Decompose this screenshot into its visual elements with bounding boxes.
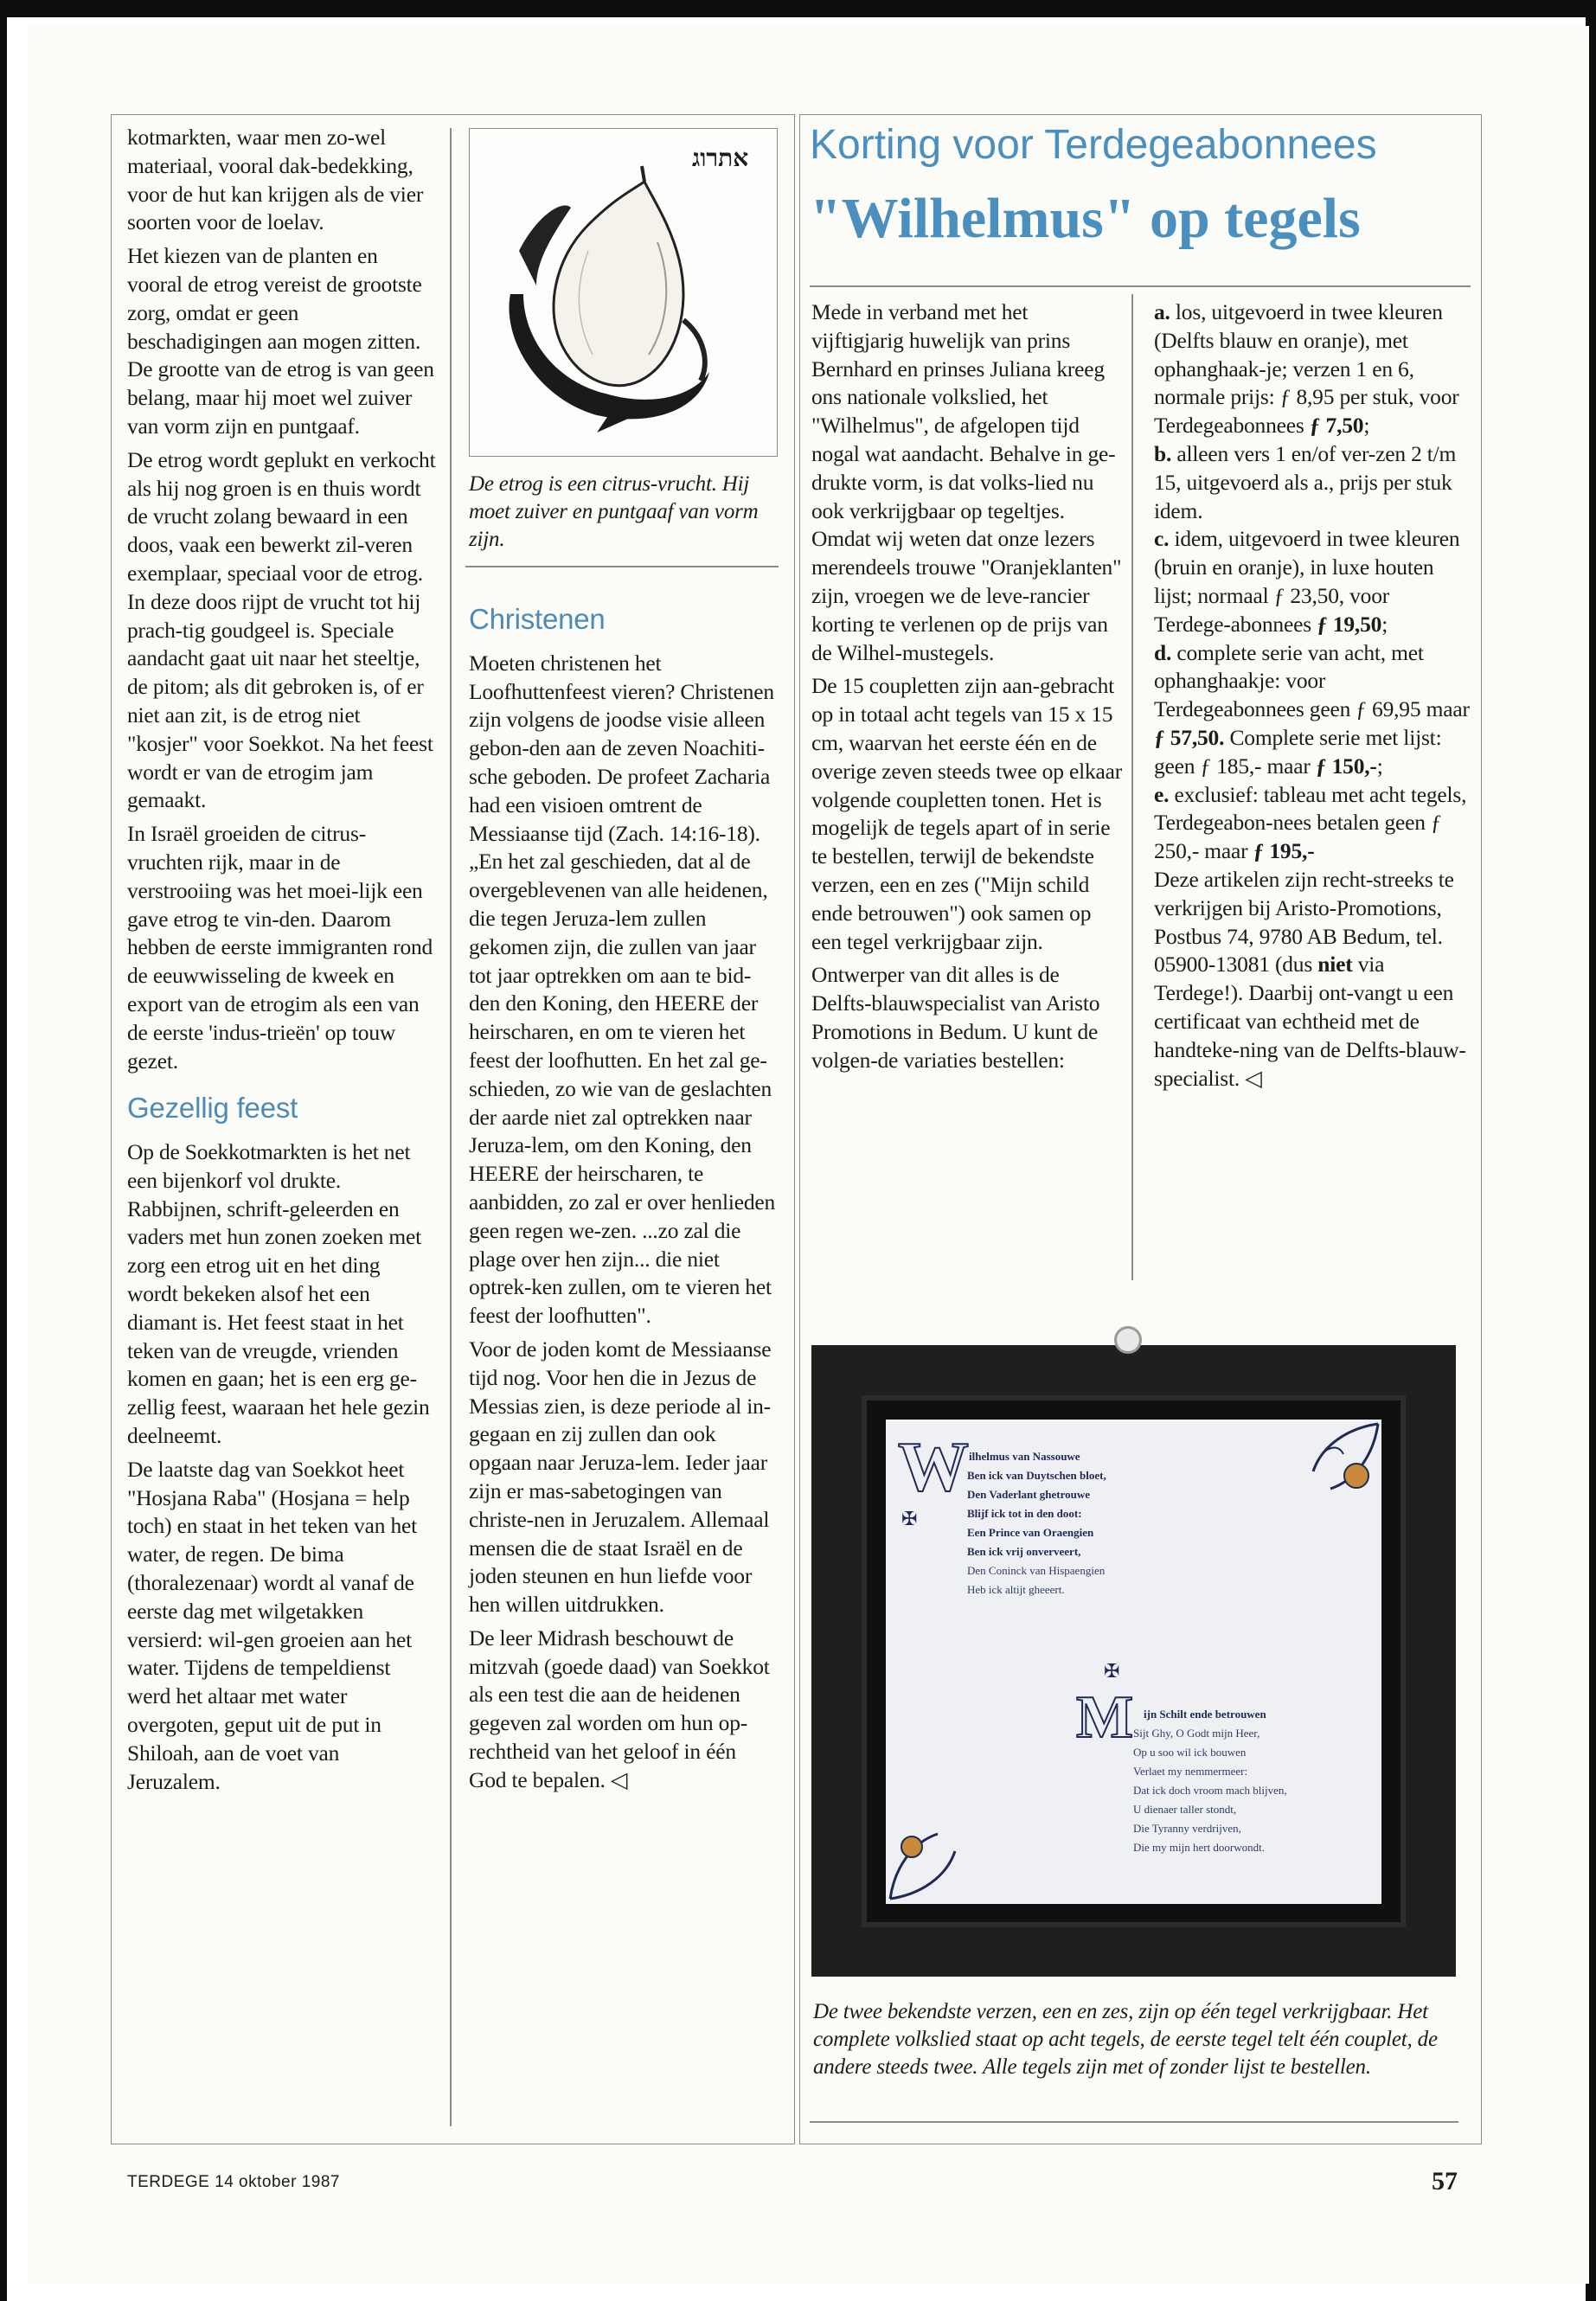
page-number: 57 — [1432, 2167, 1458, 2195]
verse-line: ilhelmus van Nassouwe — [969, 1450, 1080, 1463]
hanging-hook — [1114, 1326, 1142, 1354]
paragraph: De leer Midrash beschouwt de mitzvah (goede daad) van Soekkot als een test die aan de heidenen gegeven zal worden om hun op-rechtheid van het geloof in één God te bepalen. ◁ — [469, 1625, 770, 1792]
ornament-icon: ✠ — [901, 1508, 918, 1529]
paragraph: Moeten christenen het Loofhuttenfeest vieren? Christenen zijn volgens de joodse visie alleen gebon-den aan de zeven Noachiti-sche geboden. De profeet Zacharia had een visioen omtrent de Messiaanse tijd (Zach. 14:16-18). „En het zal geschieden, dat al de overgeblevenen van alle heidenen, die tegen Jeruza-lem zullen gekomen zijn, die zullen van jaar tot jaar optrekken om aan te bid-den den Koning, den HEERE der heirscharen, en om te vieren het feest der loofhutten. En het zal ge-schieden, zo wie van de geslachten der aarde niet zal optrekken naar Jeruza-lem, om den Koning, den HEERE der heirscharen, te aanbidden, zo zal er over henlieden geen regen we-zen. ...zo zal die plage over hen zijn... die niet optrek-ken zullen, om te vieren het feest der loofhutten". — [469, 650, 776, 1329]
footer-magazine — [127, 2173, 340, 2192]
verse-line: Heb ick altijt gheeert. — [967, 1583, 1065, 1596]
caption-divider — [810, 2121, 1458, 2123]
option-b: b. alleen vers 1 en/of ver-zen 2 t/m 15, uitgevoerd als a., prijs per stuk idem. — [1154, 440, 1457, 523]
ordering-info: Deze artikelen zijn recht-streeks te verkrijgen bij Aristo-Promotions, Postbus 74, 9780 AB Bedum, tel. 05900-13081 (dus niet via Terdege!). Daarbij ont-vangt u een certificaat van echtheid met de handteke-ning van de Delfts-blauw-specialist. ◁ — [1154, 866, 1466, 1091]
verse-line: ijn Schilt ende betrouwen — [1144, 1708, 1266, 1721]
verse-line: Den Vaderlant ghetrouwe — [967, 1488, 1091, 1501]
subhead-gezellig-feest: Gezellig feest — [127, 1092, 298, 1125]
verse-line: Verlaet my nemmermeer: — [1133, 1765, 1248, 1778]
verse-line: U dienaer taller stondt, — [1133, 1803, 1237, 1816]
paragraph: Voor de joden komt de Messiaanse tijd nog. Voor hen die in Jezus de Messias zien, is deze periode al in-gegaan en zij zullen dan ook opgaan naar Jeruza-lem. Ieder jaar zijn er mas-sabetogingen van christe-nen in Jeruzalem. Allemaal mensen die de staat Israël en de joden steunen en hun liefde voor hen willen uitdrukken. — [469, 1336, 772, 1618]
verse-line: Ben ick vrij onverveert, — [967, 1545, 1081, 1558]
initial-m: M — [1076, 1684, 1134, 1751]
verse-line: Die my mijn hert doorwondt. — [1133, 1841, 1266, 1854]
left-column-2 — [469, 571, 778, 1795]
caption-divider — [465, 566, 779, 567]
option-c: c. idem, uitgevoerd in twee kleuren (bruin en oranje), in luxe houten lijst; normaal ƒ 23,50, voor Terdege-abonnees ƒ 19,50; — [1154, 526, 1460, 637]
right-column-2 — [1154, 298, 1471, 1093]
verse-line: Dat ick doch vroom mach blijven, — [1133, 1784, 1287, 1797]
option-e: e. exclusief: tableau met acht tegels, Terdegeabon-nees betalen geen ƒ 250,- maar ƒ 195,- — [1154, 781, 1467, 864]
verse-line: Een Prince van Oraengien — [967, 1526, 1094, 1539]
scan-border-top — [0, 0, 1596, 17]
verse-line: Sijt Ghy, O Godt mijn Heer, — [1133, 1727, 1260, 1740]
paragraph: De etrog wordt geplukt en verkocht als hij nog groen is en thuis wordt de vrucht zolang bewaard in een doos, vaak een bewerkt zil-veren exemplaar, speciaal voor de etrog. In deze doos rijpt de vrucht tot hij prach-tig goudgeel is. Speciale aandacht gaat uit naar het steeltje, de pitom; als dit gebroken is, of er niet aan zit, is de etrog niet "kosjer" voor Soekkot. Na het feest wordt er van de etrogim jam gemaakt. — [127, 446, 436, 813]
verse-line: Die Tyranny verdrijven, — [1133, 1822, 1241, 1835]
option-d: d. complete serie van acht, met ophanghaakje: voor Terdegeabonnees geen ƒ 69,95 maar ƒ 57,50. Complete serie met lijst: geen ƒ 185,- maar ƒ 150,-; — [1154, 639, 1470, 779]
kicker-title: Korting voor Terdegeabonnees — [810, 122, 1377, 168]
paragraph: Het kiezen van de planten en vooral de etrog vereist de grootste zorg, omdat er geen beschadigingen aan mogen zitten. De grootte van de etrog is van geen belang, maar hij moet wel zuiver van vorm zijn en puntgaaf. — [127, 243, 434, 439]
verse-line: Op u soo wil ick bouwen — [1133, 1746, 1247, 1759]
paragraph: De 15 coupletten zijn aan-gebracht op in totaal acht tegels van 15 x 15 cm, waarvan het eerste één en de overige zeven steeds twee op elkaar volgende coupletten tonen. Het is mogelijk de tegels apart of in serie te bestellen, terwijl de bekendste verzen, een en zes ("Mijn schild ende betrouwen") ook samen op een tegel verkrijgbaar zijn. — [811, 673, 1123, 954]
verse-line: Den Coninck van Hispaengien — [967, 1564, 1106, 1577]
left-column-divider — [450, 128, 452, 2126]
ornament-icon: ✠ — [1104, 1660, 1120, 1682]
verse-line: Blijf ick tot in den doot: — [967, 1507, 1082, 1520]
right-column-1 — [811, 298, 1123, 1075]
paragraph: kotmarkten, waar men zo-wel materiaal, vooral dak-bedekking, voor de hut kan krijgen als de vier soorten voor de loelav. — [127, 125, 424, 235]
option-a: a. los, uitgevoerd in twee kleuren (Delfts blauw en oranje), met ophanghaak-je; verzen 1 en 6, normale prijs: ƒ 8,95 per stuk, voor Terdegeabonnees ƒ 7,50; — [1154, 299, 1459, 439]
magazine-name: TERDEGE — [127, 2173, 210, 2191]
verse-line: Ben ick van Duytschen bloet, — [967, 1469, 1106, 1482]
paragraph: Mede in verband met het vijftigjarig huwelijk van prins Bernhard en prinses Juliana kreeg ons nationale volkslied, het "Wilhelmus", de afgelopen tijd nogal wat aandacht. Behalve in ge-drukte vorm, is dat volks-lied nu ook verkrijgbaar op tegeltjes. Omdat wij weten dat onze lezers merendeels trouwe "Oranjeklanten" zijn, vroegen we de leve-rancier korting te verlenen op de prijs van de Wilhel-mustegels. — [811, 299, 1122, 665]
tile-caption: De twee bekendste verzen, een en zes, zijn op één tegel verkrijgbaar. Het complete volkslied staat op acht tegels, de eerste tegel telt één couplet, de andere steeds twee. Alle tegels zijn met of zonder lijst te bestellen. — [813, 2000, 1438, 2079]
issue-date: 14 oktober 1987 — [215, 2173, 340, 2191]
etrog-drawing — [484, 147, 735, 441]
headline: "Wilhelmus" op tegels — [810, 187, 1361, 250]
right-column-divider — [1131, 294, 1133, 1280]
scan-border-left — [0, 0, 7, 2301]
subhead-christenen: Christenen — [469, 603, 606, 635]
paragraph: De laatste dag van Soekkot heet "Hosjana Raba" (Hosjana = help toch) en staat in het teken van het water, de regen. De bima (thoralezenaar) wordt al vanaf de eerste dag met wilgetakken versierd: wil-gen groeien aan het water. Tijdens de tempeldienst werd het altaar met water overgoten, geput uit de put in Shiloah, aan de voet van Jeruzalem. — [127, 1456, 417, 1794]
headline-divider — [810, 285, 1471, 287]
corner-ornament-icon — [886, 1812, 972, 1904]
etrog-caption: De etrog is een citrus-vrucht. Hij moet zuiver en puntgaaf van vorm zijn. — [469, 472, 759, 551]
corner-ornament-icon — [1296, 1420, 1382, 1515]
paragraph: Op de Soekkotmarkten is het net een bijenkorf vol drukte. Rabbijnen, schrift-geleerden en vaders met hun zonen zoeken met zorg een etrog uit en het ding wordt bekeken alsof het een diamant is. Het feest staat in het teken van de vreugde, vrienden komen en gaan; het is een erg ge-zellig feest, waaraan het hele gezin deelneemt. — [127, 1139, 430, 1449]
hebrew-etrog-label: אתרוג — [692, 145, 749, 172]
tile-photo — [811, 1345, 1456, 1977]
initial-w: W — [898, 1427, 969, 1506]
paragraph: Ontwerper van dit alles is de Delfts-blauwspecialist van Aristo Promotions in Bedum. U kunt de volgen-de variaties bestellen: — [811, 962, 1100, 1073]
paragraph: In Israël groeiden de citrus-vruchten rijk, maar in de verstrooiing was het moei-lijk een gave etrog te vin-den. Daarom hebben de eerste immigranten rond de eeuwwisseling de kweek en export van de etrogim als een van de eerste 'indus-trieën' op touw gezet. — [127, 821, 433, 1074]
left-column-1 — [127, 124, 436, 1796]
